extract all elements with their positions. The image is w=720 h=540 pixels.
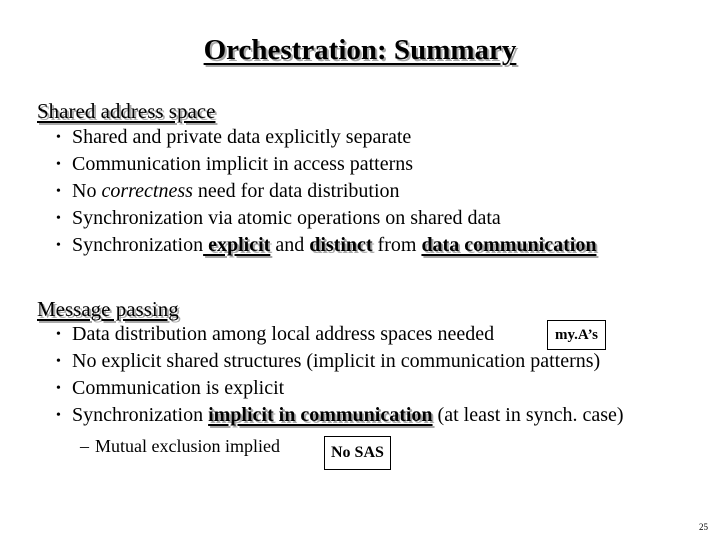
bullet-text: Communication is explicit xyxy=(72,377,285,399)
emphasis-explicit: explicit xyxy=(203,234,271,256)
bullet-dot: • xyxy=(56,354,61,369)
callout-no-sas: No SAS xyxy=(324,436,391,470)
sub-bullet-dash: – xyxy=(80,436,89,456)
slide-title: Orchestration: Summary xyxy=(203,34,517,66)
emphasis-implicit-in-communication: implicit in communication xyxy=(208,404,433,426)
bullet-text: Synchronization via atomic operations on shared data xyxy=(72,207,501,229)
bullet-text: Data distribution among local address spaces needed xyxy=(72,323,495,345)
bullet-text: No explicit shared structures (implicit in communication patterns) xyxy=(72,350,601,372)
bullet-dot: • xyxy=(56,381,61,396)
bullet-text: Communication implicit in access patterns xyxy=(72,153,414,175)
bullet-text xyxy=(72,402,624,429)
text-run: (at least in synch. case) xyxy=(432,404,624,426)
bullet-dot: • xyxy=(56,327,61,342)
text-run: No xyxy=(72,180,102,202)
text-run: Synchronization xyxy=(72,404,209,426)
bullet-text xyxy=(72,232,596,259)
emphasis-correctness: correctness xyxy=(101,180,193,202)
text-run: from xyxy=(372,234,422,256)
section-heading-message-passing: Message passing xyxy=(37,297,179,321)
bullet-dot: • xyxy=(56,157,61,172)
bullet-dot: • xyxy=(56,238,61,253)
emphasis-data-communication: data communication xyxy=(421,234,597,256)
bullet-dot: • xyxy=(56,130,61,145)
section-heading-shared-address-space: Shared address space xyxy=(37,99,216,123)
bullet-dot: • xyxy=(56,211,61,226)
text-run: Synchronization xyxy=(72,234,204,256)
text-run: and xyxy=(270,234,310,256)
sub-bullet-text: Mutual exclusion implied xyxy=(95,436,280,456)
bullet-text: Shared and private data explicitly separate xyxy=(72,126,412,148)
emphasis-distinct: distinct xyxy=(309,234,373,256)
callout-mya: my.A’s xyxy=(547,320,606,350)
bullet-dot: • xyxy=(56,184,61,199)
text-run: need for data distribution xyxy=(192,180,400,202)
bullet-text xyxy=(72,178,400,205)
sub-bullet-mutual-exclusion xyxy=(80,436,280,457)
page-number: 25 xyxy=(699,522,708,532)
bullet-dot: • xyxy=(56,408,61,423)
